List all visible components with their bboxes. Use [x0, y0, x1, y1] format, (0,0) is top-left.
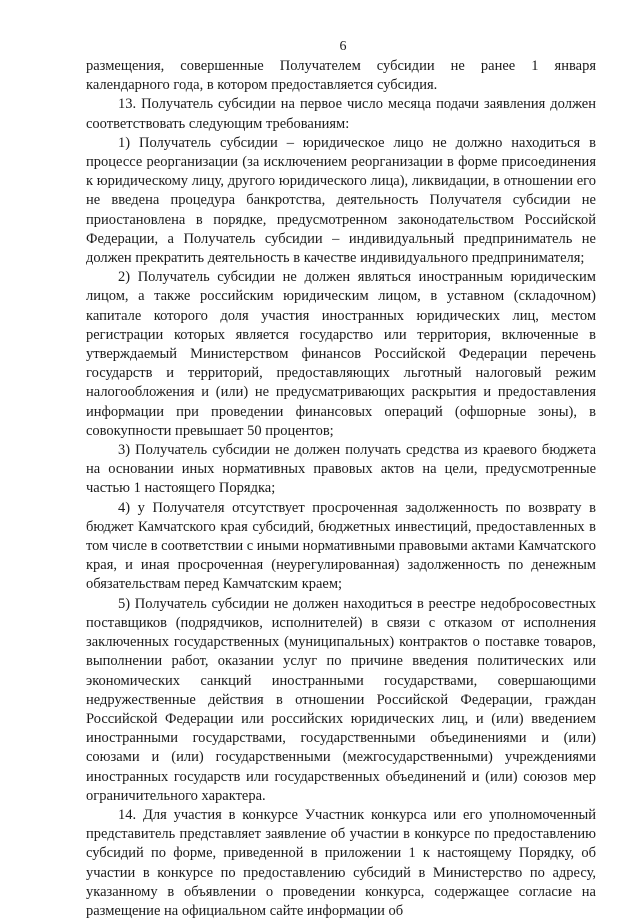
- paragraph-14: 14. Для участия в конкурсе Участник конкурса или его уполномоченный представитель представляет заявление об участии в конкурсе по предоставлению субсидий по форме, приведенной в приложении 1 к настоящему Порядку, об участии в конкурсе по предоставлению субсидий в Министерство по адресу, указанному в объявлении о проведении конкурса, содержащее согласие на размещение на официальном сайте информации об: [86, 806, 596, 919]
- paragraph-continuation: размещения, совершенные Получателем субсидии не ранее 1 января календарного года, в котором предоставляется субсидия.: [86, 58, 596, 94]
- paragraph-item-2: 2) Получатель субсидии не должен являться иностранным юридическим лицом, а также российским юридическим лицом, в уставном (складочном) капитале которого доля участия иностранных юридических лиц, местом регистрации которых является государство или территория, включенные в утверждаемый Министерством финансов Российской Федерации перечень государств и территорий, предоставляющих льготный налоговый режим налогообложения и (или) не предусматривающих раскрытия и предоставления информации при проведении финансовых операций (офшорные зоны), в совокупности превышает 50 процентов;: [86, 269, 596, 439]
- paragraph-item-3: 3) Получатель субсидии не должен получать средства из краевого бюджета на основании иных нормативных правовых актов на цели, предусмотренные частью 1 настоящего Порядка;: [86, 442, 596, 497]
- paragraph-item-1: 1) Получатель субсидии – юридическое лицо не должно находиться в процессе реорганизации (за исключением реорганизации в форме присоединения к юридическому лицу, другого юридического лица), ликвидации, в отношении его не введена процедура банкротства, деятельность Получателя субсидии не приостановлена в порядке, предусмотренном законодательством Российской Федерации, а Получатель субсидии – индивидуальный предприниматель не должен прекратить деятельность в качестве индивидуального предпринимателя;: [86, 134, 596, 267]
- paragraph-item-5: 5) Получатель субсидии не должен находиться в реестре недобросовестных поставщиков (подрядчиков, исполнителей) в связи с отказом от исполнения заключенных государственных (муниципальных) контрактов о поставке товаров, выполнении работ, оказании услуг по причине введения политических или экономических санкций иностранными государствами, совершающими недружественные действия в отношении Российской Федерации, граждан Российской Федерации или российских юридических лиц, и (или) введением иностранными государствами, государственными объединениями и (или) союзами и (или) государственными (межгосударственными) учреждениями иностранных государств или государственных объединений и (или) союзов мер ограничительного характера.: [86, 595, 596, 804]
- page-number: 6: [339, 39, 347, 54]
- paragraph-item-4: 4) у Получателя отсутствует просроченная задолженность по возврату в бюджет Камчатского края субсидий, бюджетных инвестиций, предоставленных в том числе в соответствии с иными нормативными правовыми актами Камчатского края, и иная просроченная (неурегулированная) задолженность по денежным обязательствам перед Камчатским краем;: [86, 499, 596, 593]
- paragraph-13-intro: 13. Получатель субсидии на первое число месяца подачи заявления должен соответствовать следующим требованиям:: [86, 96, 596, 132]
